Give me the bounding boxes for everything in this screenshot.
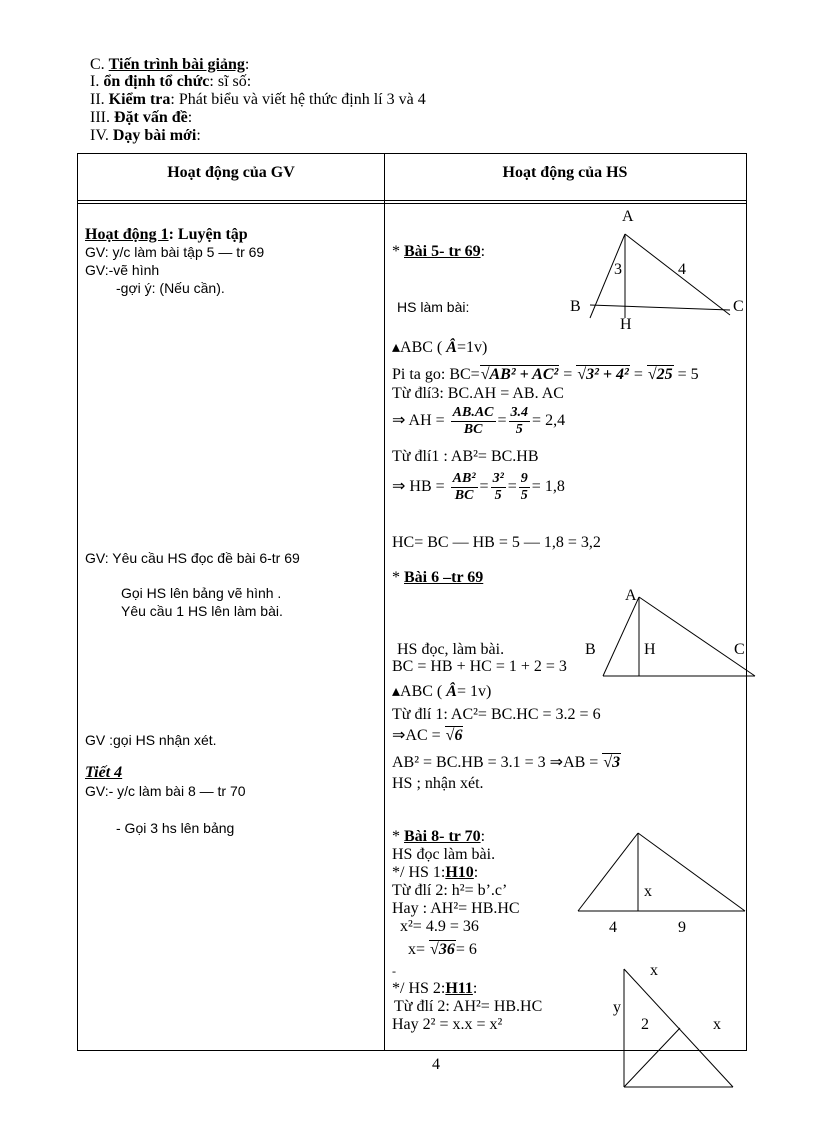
f1-label-3: 3 (614, 261, 622, 278)
f4-altitude (624, 1028, 680, 1087)
b6-ac-line: ⇒AC = √6 (392, 727, 463, 744)
page-number: 4 (432, 1056, 440, 1073)
f4-label-2: 2 (641, 1016, 649, 1033)
gv-line-6: Yêu cầu 1 HS lên làm bài. (121, 603, 283, 619)
f2-label-a: A (625, 587, 637, 604)
theorem-1-line: Từ đlí1 : AB²= BC.HB (392, 448, 539, 465)
b6-triangle-line: ▴ABC ( Â= 1v) (392, 683, 492, 700)
gv-line-2: GV:-vẽ hình (85, 262, 160, 278)
gv-line-4: GV: Yêu cầu HS đọc đề bài 6-tr 69 (85, 550, 300, 566)
activity-1-title: Hoạt động 1: Luyện tập (85, 226, 248, 243)
implies-arrow: ⇒ (549, 754, 564, 771)
gv-line-1: GV: y/c làm bài tập 5 — tr 69 (85, 244, 265, 260)
angle-a-symbol: Â (446, 339, 457, 356)
gv-line-7: GV :gọi HS nhận xét. (85, 732, 217, 748)
hs-do-exercise: HS làm bài: (397, 299, 470, 315)
f2-label-h: H (644, 641, 656, 658)
angle-a-symbol: Â (446, 683, 457, 700)
implies-arrow: ⇒ (392, 478, 406, 495)
b8-theorem-2-line: Từ đlí 2: h²= b’.c’ (392, 882, 508, 899)
delta-symbol: ▴ (392, 339, 401, 356)
sqrt-3-4: √3² + 4² (577, 366, 629, 383)
triangle-abc-line: ▴ABC ( Â=1v) (392, 339, 488, 356)
column-header-hs: Hoạt động của HS (502, 164, 628, 181)
period-4-title: Tiết 4 (85, 764, 123, 781)
implies-arrow: ⇒ (392, 412, 406, 429)
f1-label-h: H (620, 316, 632, 333)
gv-line-5: Gọi HS lên bảng vẽ hình . (121, 585, 282, 601)
f4-label-x-right: x (713, 1016, 721, 1033)
b8-hay-line: Hay : AH²= HB.HC (392, 900, 520, 917)
f2-label-c: C (734, 641, 745, 658)
figure-exercise-6 (603, 597, 755, 676)
exercise-5-title: * Bài 5- tr 69: (392, 243, 486, 260)
b8-hs2-line: */ HS 2:H11: (392, 980, 478, 997)
f1-side-bc (590, 305, 730, 310)
b8-x2-line: x²= 4.9 = 36 (400, 918, 479, 935)
heading-iv: IV. Dạy bài mới: (90, 127, 201, 144)
sqrt-25: √25 (647, 366, 673, 383)
heading-ii: II. Kiểm tra: Phát biểu và viết hệ thức định lí 3 và 4 (90, 91, 426, 108)
f3-side-right (638, 833, 745, 911)
heading-iii: III. Đặt vấn đề: (90, 109, 193, 126)
b8-hs2-hay-line: Hay 2² = x.x = x² (392, 1016, 503, 1033)
column-header-gv: Hoạt động của GV (167, 164, 295, 181)
heading-c: C. Tiến trình bài giảng: (90, 56, 250, 73)
figure-exercise-8-h10 (578, 833, 745, 911)
hc-computation: HC= BC — HB = 5 — 1,8 = 3,2 (392, 534, 601, 551)
f2-label-b: B (585, 641, 596, 658)
gv-line-9: - Gọi 3 hs lên bảng (116, 820, 235, 836)
f1-label-c: C (733, 298, 744, 315)
b6-theorem-1-line: Từ đlí 1: AC²= BC.HC = 3.2 = 6 (392, 706, 601, 723)
f1-label-4: 4 (678, 261, 686, 278)
theorem-3-line: Từ đlí3: BC.AH = AB. AC (392, 385, 564, 402)
f2-side-ab (603, 597, 639, 676)
heading-i: I. ổn định tổ chức: sĩ số: (90, 73, 252, 90)
implies-arrow: ⇒ (392, 727, 406, 744)
b8-read-line: HS đọc làm bài. (392, 846, 496, 863)
f4-label-y: y (613, 999, 621, 1016)
f3-label-x: x (644, 883, 652, 900)
b6-remark-line: HS ; nhận xét. (392, 775, 484, 792)
sqrt-3: √3 (603, 754, 621, 771)
b8-hs2-theorem-line: Từ đlí 2: AH²= HB.HC (394, 998, 543, 1015)
delta-symbol: ▴ (392, 683, 401, 700)
sqrt-ab2-ac2: √AB² + AC² (480, 366, 559, 383)
sqrt-6: √6 (445, 727, 463, 744)
b8-hs1-line: */ HS 1:H10: (392, 864, 479, 881)
f3-side-left (578, 833, 638, 911)
exercise-8-title: * Bài 8- tr 70: (392, 828, 486, 845)
hb-computation: ⇒ HB = $\frac{\text{AB²}}{BC}$ = $\frac{\text{3²}}{5}$ = $\frac{9}{5}$ = 1,8 (392, 470, 565, 503)
f2-side-ac (639, 597, 755, 676)
figure-exercise-5 (590, 234, 730, 318)
f4-label-x-top: x (650, 962, 658, 979)
f3-label-4: 4 (609, 919, 617, 936)
f3-label-9: 9 (678, 919, 686, 936)
pythagoras-line: Pi ta go: BC=√AB² + AC² = √3² + 4² = √25 = 5 (392, 366, 699, 383)
ah-computation: ⇒ AH = $\frac{AB.AC}{BC}$ = $\frac{3.4}{5}$ = 2,4 (392, 404, 566, 437)
b8-x-line: x= √36= 6 (408, 941, 477, 958)
gv-line-8: GV:- y/c làm bài 8 — tr 70 (85, 783, 246, 799)
gv-line-3: -gợi ý: (Nếu cần). (116, 280, 225, 296)
b6-read-line: HS đọc, làm bài. (397, 641, 505, 658)
f1-label-b: B (570, 298, 581, 315)
dash-mark: - (392, 964, 396, 978)
exercise-6-title: * Bài 6 –tr 69 (392, 569, 484, 586)
b6-bc-line: BC = HB + HC = 1 + 2 = 3 (392, 658, 567, 675)
b6-ab-line: AB² = BC.HB = 3.1 = 3 ⇒AB = √3 (392, 754, 621, 771)
f1-label-a: A (622, 208, 634, 225)
sqrt-36: √36 (430, 941, 455, 958)
